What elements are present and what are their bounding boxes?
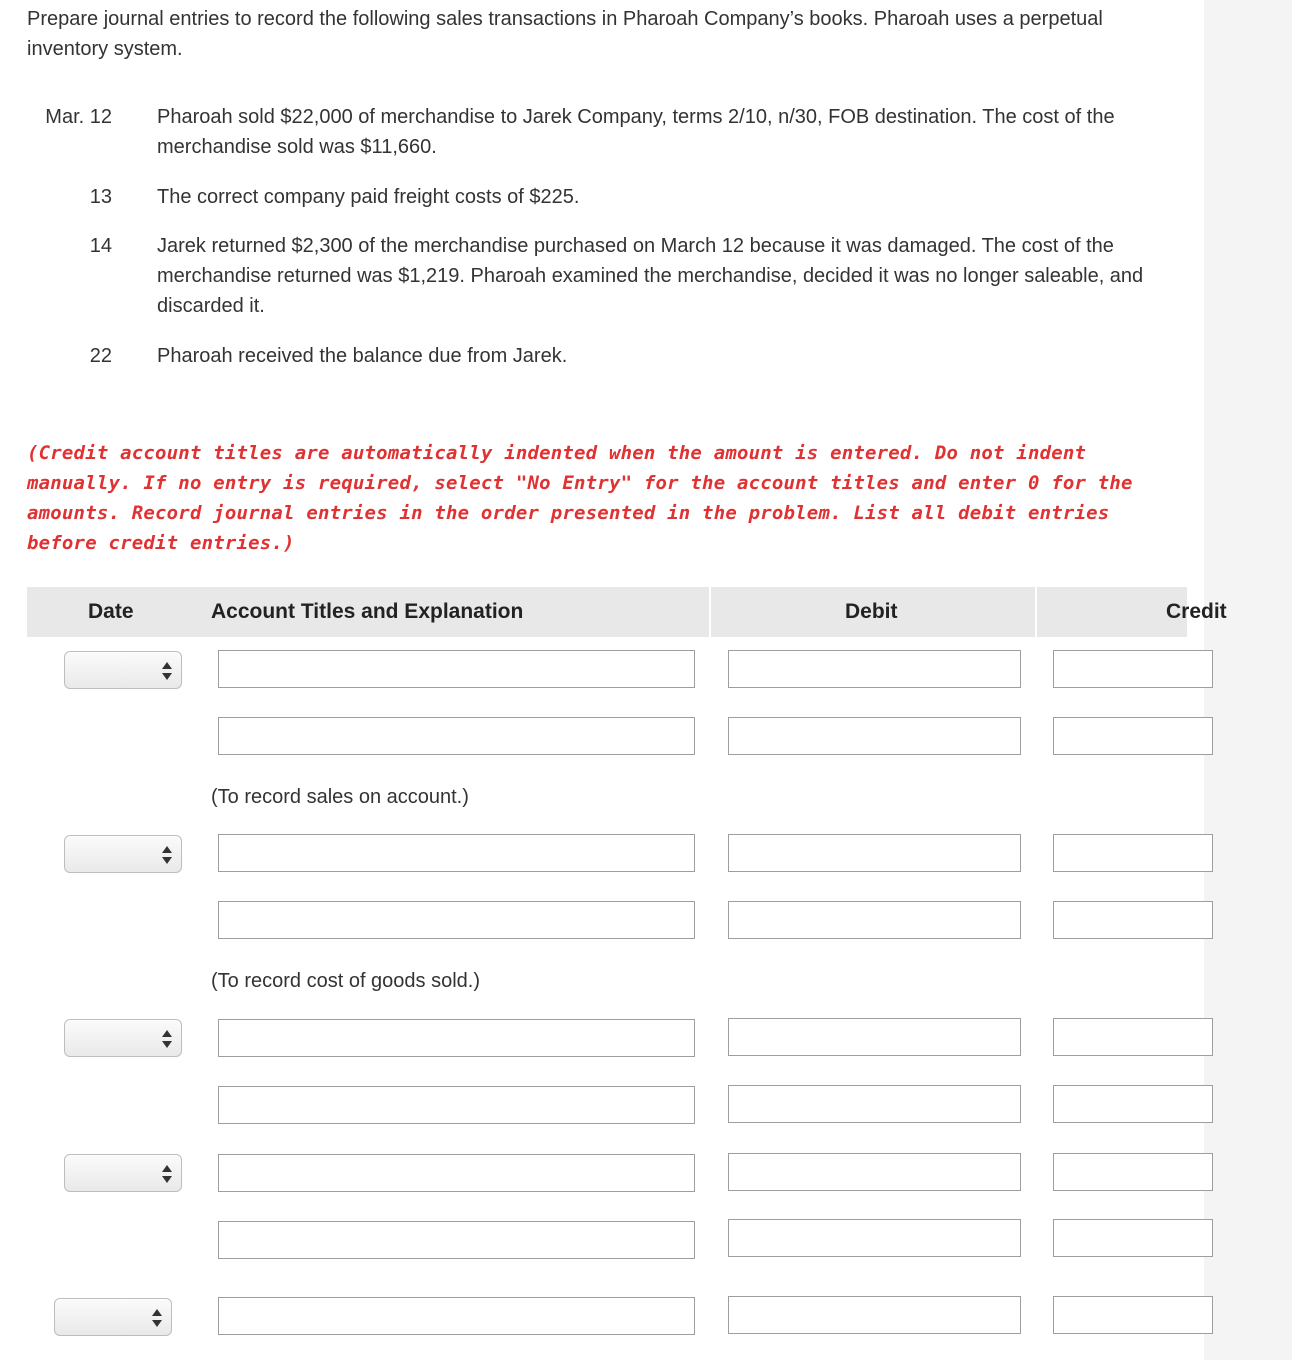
header-date: Date <box>88 600 134 623</box>
instructions-note: (Credit account titles are automatically indented when the amount is entered. Do not indent manually. If no entry is required, select "No Entry" for the account titles and enter 0 for the amounts. Record journal entries in the order presented in the problem. List all debit entries before credit entries.) <box>27 442 1133 554</box>
transaction-text: Pharoah sold $22,000 of merchandise to Jarek Company, terms 2/10, n/30, FOB destination. The cost of the merchandise sold was $11,660. <box>157 106 1115 158</box>
credit-input[interactable] <box>1053 901 1213 939</box>
up-down-arrows-icon <box>161 1162 173 1186</box>
account-title-input[interactable] <box>218 1221 695 1259</box>
credit-input[interactable] <box>1053 717 1213 755</box>
header-debit: Debit <box>845 600 898 623</box>
credit-input[interactable] <box>1053 1296 1213 1334</box>
up-down-arrows-icon <box>161 1027 173 1051</box>
credit-input[interactable] <box>1053 650 1213 688</box>
transaction-date: 14 <box>89 235 112 257</box>
column-divider <box>709 587 711 637</box>
header-credit: Credit <box>1166 600 1227 623</box>
date-select[interactable] <box>64 1154 182 1192</box>
up-down-arrows-icon <box>161 843 173 867</box>
debit-input[interactable] <box>728 1085 1021 1123</box>
account-title-input[interactable] <box>218 650 695 688</box>
credit-input[interactable] <box>1053 1085 1213 1123</box>
account-title-input[interactable] <box>218 834 695 872</box>
transaction-date: Mar. 12 <box>45 106 112 128</box>
date-select[interactable] <box>54 1298 172 1336</box>
column-divider <box>1035 587 1037 637</box>
transaction-text: Jarek returned $2,300 of the merchandise purchased on March 12 because it was damaged. The cost of the merchandise returned was $1,219. Pharoah examined the merchandise, decided it was no longer saleable, and discarded it. <box>157 235 1144 317</box>
account-title-input[interactable] <box>218 717 695 755</box>
debit-input[interactable] <box>728 834 1021 872</box>
account-title-input[interactable] <box>218 901 695 939</box>
header-account-titles: Account Titles and Explanation <box>211 600 524 623</box>
explanation-text: (To record cost of goods sold.) <box>211 970 481 992</box>
debit-input[interactable] <box>728 717 1021 755</box>
table-header <box>27 587 1227 637</box>
right-background-strip <box>1204 0 1292 1360</box>
question-intro: Prepare journal entries to record the following sales transactions in Pharoah Company’s books. Pharoah uses a perpetual inventory system. <box>27 8 1103 60</box>
date-select[interactable] <box>64 1019 182 1057</box>
up-down-arrows-icon <box>151 1306 163 1330</box>
account-title-input[interactable] <box>218 1154 695 1192</box>
transaction-text: Pharoah received the balance due from Jarek. <box>157 345 568 367</box>
journal-entry-table <box>0 587 1227 1360</box>
debit-input[interactable] <box>728 901 1021 939</box>
account-title-input[interactable] <box>218 1019 695 1057</box>
up-down-arrows-icon <box>161 659 173 683</box>
debit-input[interactable] <box>728 1153 1021 1191</box>
debit-input[interactable] <box>728 1018 1021 1056</box>
credit-input[interactable] <box>1053 1219 1213 1257</box>
credit-input[interactable] <box>1053 1153 1213 1191</box>
transaction-date: 13 <box>89 186 112 208</box>
date-select[interactable] <box>64 835 182 873</box>
credit-input[interactable] <box>1053 834 1213 872</box>
debit-input[interactable] <box>728 1296 1021 1334</box>
credit-input[interactable] <box>1053 1018 1213 1056</box>
debit-input[interactable] <box>728 650 1021 688</box>
transaction-text: The correct company paid freight costs of $225. <box>157 186 580 208</box>
transaction-date: 22 <box>89 345 112 367</box>
debit-input[interactable] <box>728 1219 1021 1257</box>
account-title-input[interactable] <box>218 1086 695 1124</box>
explanation-text: (To record sales on account.) <box>211 786 469 808</box>
date-select[interactable] <box>64 651 182 689</box>
account-title-input[interactable] <box>218 1297 695 1335</box>
